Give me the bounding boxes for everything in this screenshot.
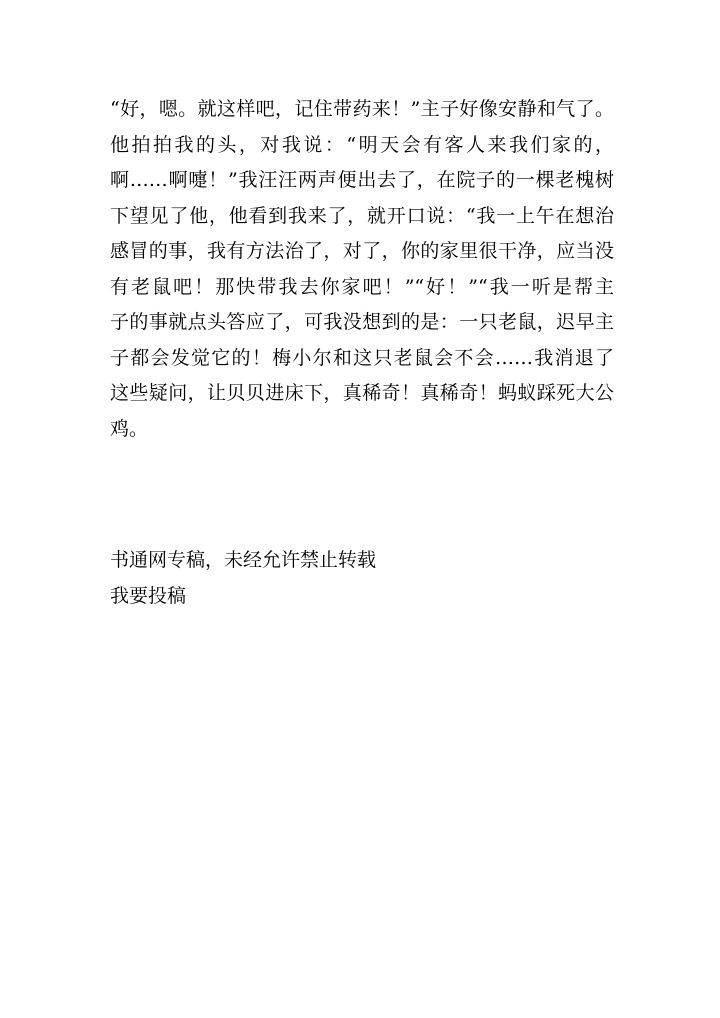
article-line: 这些疑问，让贝贝进床下，真稀奇！真稀奇！蚂蚁踩死大公 bbox=[110, 382, 614, 404]
article-line: 有老鼠吧！那快带我去你家吧！”“好！”“我一听是帮主 bbox=[110, 275, 614, 298]
article-line: 子的事就点头答应了，可我没想到的是：一只老鼠，迟早主 bbox=[110, 311, 614, 333]
article-line: “好，嗯。就这样吧，记住带药来！”主子好像安静和气了。 bbox=[110, 98, 614, 120]
copyright-notice: 书通网专稿，未经允许禁止转载 bbox=[110, 549, 377, 571]
submit-article-link[interactable]: 我要投稿 bbox=[110, 585, 187, 607]
article-line: 子都会发觉它的！梅小尔和这只老鼠会不会……我消退了 bbox=[110, 346, 614, 369]
article-line: 下望见了他，他看到我来了，就开口说：“我一上午在想治 bbox=[110, 204, 614, 227]
article-body bbox=[110, 92, 614, 447]
article-line: 他拍拍我的头，对我说：“明天会有客人来我们家的， bbox=[110, 133, 614, 156]
article-line: 啊……啊嚏！”我汪汪两声便出去了，在院子的一棵老槐树 bbox=[110, 169, 614, 191]
footer bbox=[110, 542, 376, 614]
article-line: 感冒的事，我有方法治了，对了，你的家里很干净，应当没 bbox=[110, 240, 614, 262]
article-line: 鸡。 bbox=[110, 417, 149, 440]
